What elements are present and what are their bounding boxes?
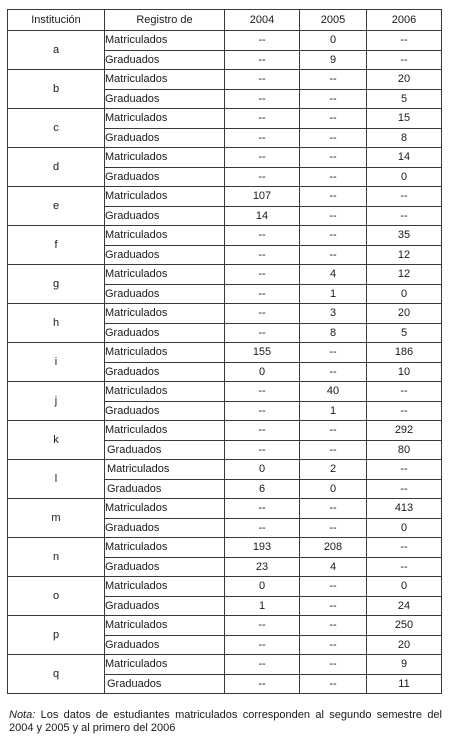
institution-cell: o	[8, 577, 105, 616]
value-cell-2004: --	[225, 401, 300, 421]
table-row	[8, 655, 442, 675]
registro-cell: Matriculados	[105, 538, 225, 558]
value-cell-2006: --	[367, 382, 442, 402]
value-cell-2006: 20	[367, 635, 442, 655]
value-cell-2006: --	[367, 538, 442, 558]
table-body	[8, 31, 442, 694]
table-row	[8, 460, 442, 480]
value-cell-2005: 0	[300, 31, 367, 51]
registro-cell: Graduados	[105, 50, 225, 70]
registro-cell: Matriculados	[105, 616, 225, 636]
table-row	[8, 616, 442, 636]
institution-cell: c	[8, 109, 105, 148]
value-cell-2005: 4	[300, 265, 367, 285]
value-cell-2005: --	[300, 148, 367, 168]
value-cell-2004: --	[225, 382, 300, 402]
value-cell-2006: 11	[367, 674, 442, 694]
value-cell-2006: --	[367, 557, 442, 577]
value-cell-2005: --	[300, 187, 367, 207]
value-cell-2004: --	[225, 616, 300, 636]
footnote-label: Nota:	[9, 709, 36, 721]
registro-cell: Matriculados	[105, 343, 225, 363]
value-cell-2004: --	[225, 304, 300, 324]
value-cell-2005: --	[300, 655, 367, 675]
registro-cell: Matriculados	[105, 70, 225, 90]
value-cell-2004: 6	[225, 479, 300, 499]
value-cell-2005: 0	[300, 479, 367, 499]
registro-cell: Matriculados	[105, 460, 225, 480]
registro-cell: Graduados	[105, 206, 225, 226]
value-cell-2006: 9	[367, 655, 442, 675]
value-cell-2004: 14	[225, 206, 300, 226]
value-cell-2006: 35	[367, 226, 442, 246]
registro-cell: Graduados	[105, 635, 225, 655]
footnote-text: Los datos de estudiantes matriculados corresponden al segundo semestre del 2004 y 2005 y al primero del 2006	[9, 709, 442, 734]
table-row	[8, 187, 442, 207]
value-cell-2004: --	[225, 499, 300, 519]
value-cell-2005: 208	[300, 538, 367, 558]
value-cell-2006: 14	[367, 148, 442, 168]
institution-cell: e	[8, 187, 105, 226]
value-cell-2006: 12	[367, 265, 442, 285]
value-cell-2006: 5	[367, 89, 442, 109]
value-cell-2004: 0	[225, 577, 300, 597]
table-row	[8, 109, 442, 129]
value-cell-2005: --	[300, 343, 367, 363]
value-cell-2006: 0	[367, 518, 442, 538]
header-2005: 2005	[300, 10, 367, 31]
value-cell-2006: 413	[367, 499, 442, 519]
registro-cell: Graduados	[105, 323, 225, 343]
registro-cell: Graduados	[105, 128, 225, 148]
registro-cell: Matriculados	[105, 265, 225, 285]
value-cell-2004: 23	[225, 557, 300, 577]
value-cell-2006: 5	[367, 323, 442, 343]
value-cell-2004: 1	[225, 596, 300, 616]
institution-cell: n	[8, 538, 105, 577]
value-cell-2004: 0	[225, 362, 300, 382]
institution-cell: d	[8, 148, 105, 187]
value-cell-2004: --	[225, 89, 300, 109]
footnote	[9, 709, 442, 735]
institution-cell: q	[8, 655, 105, 694]
value-cell-2004: 0	[225, 460, 300, 480]
table-row	[8, 382, 442, 402]
value-cell-2006: 8	[367, 128, 442, 148]
value-cell-2005: --	[300, 70, 367, 90]
value-cell-2006: 15	[367, 109, 442, 129]
value-cell-2005: 1	[300, 401, 367, 421]
value-cell-2004: --	[225, 148, 300, 168]
table-row	[8, 304, 442, 324]
registro-cell: Graduados	[105, 674, 225, 694]
value-cell-2004: --	[225, 674, 300, 694]
value-cell-2006: --	[367, 31, 442, 51]
registro-cell: Graduados	[105, 401, 225, 421]
value-cell-2005: --	[300, 245, 367, 265]
value-cell-2006: 20	[367, 70, 442, 90]
value-cell-2005: 2	[300, 460, 367, 480]
value-cell-2006: 0	[367, 167, 442, 187]
table-row	[8, 70, 442, 90]
institution-cell: p	[8, 616, 105, 655]
value-cell-2004: --	[225, 109, 300, 129]
header-row	[8, 10, 442, 31]
value-cell-2006: 12	[367, 245, 442, 265]
value-cell-2004: --	[225, 440, 300, 460]
table-row	[8, 343, 442, 363]
value-cell-2005: --	[300, 167, 367, 187]
header-institucion: Institución	[8, 10, 105, 31]
value-cell-2006: 186	[367, 343, 442, 363]
institution-cell: i	[8, 343, 105, 382]
registro-cell: Graduados	[105, 284, 225, 304]
value-cell-2006: 292	[367, 421, 442, 441]
value-cell-2006: --	[367, 187, 442, 207]
registro-cell: Matriculados	[105, 382, 225, 402]
value-cell-2005: --	[300, 89, 367, 109]
table-row	[8, 226, 442, 246]
registro-cell: Graduados	[105, 245, 225, 265]
table-row	[8, 538, 442, 558]
value-cell-2006: --	[367, 460, 442, 480]
registro-cell: Matriculados	[105, 304, 225, 324]
value-cell-2005: --	[300, 499, 367, 519]
value-cell-2005: --	[300, 596, 367, 616]
value-cell-2006: 0	[367, 284, 442, 304]
value-cell-2004: --	[225, 421, 300, 441]
value-cell-2005: 3	[300, 304, 367, 324]
value-cell-2005: --	[300, 440, 367, 460]
registro-cell: Matriculados	[105, 148, 225, 168]
value-cell-2006: 250	[367, 616, 442, 636]
institution-cell: k	[8, 421, 105, 460]
registro-cell: Graduados	[105, 362, 225, 382]
table-row	[8, 577, 442, 597]
value-cell-2006: --	[367, 479, 442, 499]
value-cell-2006: 10	[367, 362, 442, 382]
registro-cell: Matriculados	[105, 187, 225, 207]
table-row	[8, 499, 442, 519]
value-cell-2004: --	[225, 128, 300, 148]
registro-cell: Matriculados	[105, 109, 225, 129]
value-cell-2006: 80	[367, 440, 442, 460]
header-2004: 2004	[225, 10, 300, 31]
institution-cell: f	[8, 226, 105, 265]
value-cell-2005: 4	[300, 557, 367, 577]
institution-cell: h	[8, 304, 105, 343]
value-cell-2005: --	[300, 421, 367, 441]
value-cell-2005: 8	[300, 323, 367, 343]
institution-cell: a	[8, 31, 105, 70]
table-row	[8, 265, 442, 285]
institution-cell: j	[8, 382, 105, 421]
header-2006: 2006	[367, 10, 442, 31]
value-cell-2005: --	[300, 109, 367, 129]
value-cell-2004: --	[225, 265, 300, 285]
value-cell-2006: --	[367, 50, 442, 70]
registro-cell: Matriculados	[105, 499, 225, 519]
value-cell-2004: --	[225, 284, 300, 304]
registro-cell: Graduados	[105, 440, 225, 460]
value-cell-2004: --	[225, 635, 300, 655]
value-cell-2004: --	[225, 518, 300, 538]
value-cell-2005: --	[300, 635, 367, 655]
value-cell-2005: --	[300, 518, 367, 538]
registro-cell: Graduados	[105, 479, 225, 499]
value-cell-2004: --	[225, 70, 300, 90]
enrollment-table	[7, 9, 442, 694]
value-cell-2005: --	[300, 362, 367, 382]
value-cell-2004: --	[225, 245, 300, 265]
registro-cell: Graduados	[105, 89, 225, 109]
registro-cell: Matriculados	[105, 655, 225, 675]
value-cell-2006: 0	[367, 577, 442, 597]
value-cell-2005: 9	[300, 50, 367, 70]
registro-cell: Matriculados	[105, 577, 225, 597]
value-cell-2005: 1	[300, 284, 367, 304]
table-row	[8, 31, 442, 51]
registro-cell: Matriculados	[105, 421, 225, 441]
registro-cell: Matriculados	[105, 226, 225, 246]
value-cell-2006: --	[367, 401, 442, 421]
value-cell-2006: 24	[367, 596, 442, 616]
value-cell-2005: --	[300, 616, 367, 636]
registro-cell: Graduados	[105, 596, 225, 616]
value-cell-2004: 107	[225, 187, 300, 207]
value-cell-2004: 193	[225, 538, 300, 558]
institution-cell: l	[8, 460, 105, 499]
table-row	[8, 421, 442, 441]
institution-cell: b	[8, 70, 105, 109]
value-cell-2004: --	[225, 323, 300, 343]
value-cell-2005: --	[300, 206, 367, 226]
value-cell-2005: --	[300, 128, 367, 148]
value-cell-2004: 155	[225, 343, 300, 363]
value-cell-2006: 20	[367, 304, 442, 324]
value-cell-2004: --	[225, 226, 300, 246]
value-cell-2004: --	[225, 655, 300, 675]
registro-cell: Graduados	[105, 557, 225, 577]
institution-cell: g	[8, 265, 105, 304]
table-row	[8, 148, 442, 168]
value-cell-2004: --	[225, 50, 300, 70]
value-cell-2004: --	[225, 31, 300, 51]
header-registro: Registro de	[105, 10, 225, 31]
value-cell-2005: --	[300, 226, 367, 246]
registro-cell: Graduados	[105, 167, 225, 187]
value-cell-2005: --	[300, 674, 367, 694]
registro-cell: Matriculados	[105, 31, 225, 51]
value-cell-2005: --	[300, 577, 367, 597]
value-cell-2005: 40	[300, 382, 367, 402]
value-cell-2004: --	[225, 167, 300, 187]
registro-cell: Graduados	[105, 518, 225, 538]
value-cell-2006: --	[367, 206, 442, 226]
institution-cell: m	[8, 499, 105, 538]
